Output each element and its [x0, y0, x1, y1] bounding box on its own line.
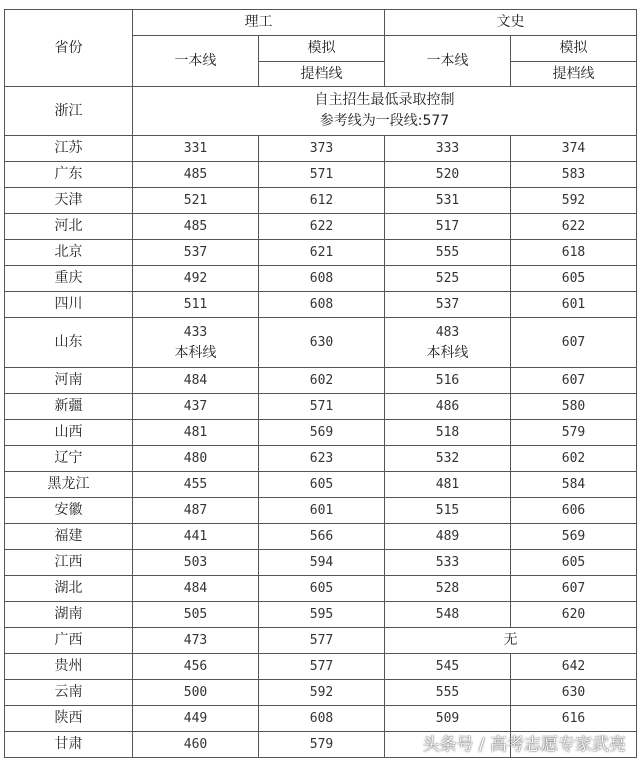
- science-sim-line-cell: 621: [259, 240, 385, 266]
- science-sim-line-cell: 571: [259, 394, 385, 420]
- science-first-line-cell: 449: [133, 706, 259, 732]
- table-row: [5, 162, 637, 188]
- arts-sim-line-cell: 607: [511, 318, 637, 368]
- science-sim-line-cell: 622: [259, 214, 385, 240]
- arts-first-line-cell: 537: [385, 292, 511, 318]
- science-sim-line-cell: 608: [259, 706, 385, 732]
- table-row: [5, 654, 637, 680]
- province-cell: 山西: [5, 420, 133, 446]
- science-first-line-cell: 484: [133, 368, 259, 394]
- science-first-line-note: 本科线: [174, 344, 217, 361]
- arts-sim-header-line1: 模拟: [511, 36, 637, 62]
- province-cell: 湖北: [5, 576, 133, 602]
- arts-first-line-cell: 531: [385, 188, 511, 214]
- zhejiang-note-line1: 自主招生最低录取控制: [314, 92, 455, 108]
- science-first-line-cell: 484: [133, 576, 259, 602]
- province-cell: 安徽: [5, 498, 133, 524]
- science-sim-line-cell: 630: [259, 318, 385, 368]
- province-header: 省份: [5, 10, 133, 87]
- arts-sim-line-cell: 607: [511, 368, 637, 394]
- table-row: [5, 524, 637, 550]
- science-sim-line-cell: 577: [259, 628, 385, 654]
- science-first-line-cell: 455: [133, 472, 259, 498]
- table-row: [5, 498, 637, 524]
- arts-sim-line-cell: 622: [511, 214, 637, 240]
- science-sim-line-cell: 601: [259, 498, 385, 524]
- arts-sim-line-cell: 607: [511, 576, 637, 602]
- science-first-line-cell: 537: [133, 240, 259, 266]
- header-row-1: [5, 10, 637, 36]
- science-first-line-cell: 485: [133, 162, 259, 188]
- arts-sim-line-cell: 569: [511, 524, 637, 550]
- arts-sim-line-cell: 602: [511, 446, 637, 472]
- science-sim-line-cell: 595: [259, 602, 385, 628]
- science-sim-header-line2: 提档线: [259, 62, 385, 87]
- arts-none-cell: 无: [385, 628, 637, 654]
- province-cell: 广西: [5, 628, 133, 654]
- science-first-line-cell: 511: [133, 292, 259, 318]
- science-sim-line-cell: 612: [259, 188, 385, 214]
- zhejiang-note-line2: 参考线为一段线:577: [319, 113, 450, 129]
- arts-first-line-cell: 517: [385, 214, 511, 240]
- science-first-line-cell: [133, 318, 259, 368]
- arts-sim-line-cell: 601: [511, 292, 637, 318]
- science-sim-line-cell: 577: [259, 654, 385, 680]
- province-cell: 陕西: [5, 706, 133, 732]
- arts-sim-line-cell: 606: [511, 498, 637, 524]
- science-sim-line-cell: 579: [259, 732, 385, 758]
- science-first-line-cell: 487: [133, 498, 259, 524]
- arts-first-line-cell: 486: [385, 394, 511, 420]
- province-cell: 山东: [5, 318, 133, 368]
- arts-first-line-cell: 545: [385, 654, 511, 680]
- score-table: [4, 9, 637, 758]
- science-first-line-cell: 437: [133, 394, 259, 420]
- science-first-line-cell: 480: [133, 446, 259, 472]
- science-sim-line-cell: 594: [259, 550, 385, 576]
- science-sim-line-cell: 623: [259, 446, 385, 472]
- science-sim-line-cell: 608: [259, 266, 385, 292]
- arts-sim-line-cell: 583: [511, 162, 637, 188]
- arts-sim-line-cell: 605: [511, 550, 637, 576]
- province-cell: 黑龙江: [5, 472, 133, 498]
- table-row: [5, 188, 637, 214]
- science-first-line-cell: 505: [133, 602, 259, 628]
- table-row: [5, 602, 637, 628]
- province-cell: 福建: [5, 524, 133, 550]
- arts-first-line-cell: 528: [385, 576, 511, 602]
- province-cell: 河南: [5, 368, 133, 394]
- arts-sim-line-cell: 605: [511, 266, 637, 292]
- science-sim-line-cell: 602: [259, 368, 385, 394]
- arts-first-line-header: 一本线: [385, 36, 511, 87]
- science-sim-header-line1: 模拟: [259, 36, 385, 62]
- science-first-line-cell: 503: [133, 550, 259, 576]
- table-row: [5, 240, 637, 266]
- arts-first-line-cell: 481: [385, 472, 511, 498]
- table-row: [5, 420, 637, 446]
- arts-sim-header-line2: 提档线: [511, 62, 637, 87]
- table-row: [5, 706, 637, 732]
- science-first-line-header: 一本线: [133, 36, 259, 87]
- science-sim-line-cell: 608: [259, 292, 385, 318]
- province-cell: 云南: [5, 680, 133, 706]
- shandong-row: [5, 318, 637, 368]
- province-cell: 甘肃: [5, 732, 133, 758]
- arts-sim-line-cell: 584: [511, 472, 637, 498]
- arts-sim-line-cell: 616: [511, 706, 637, 732]
- science-first-line-cell: 456: [133, 654, 259, 680]
- arts-first-line-cell: 489: [385, 524, 511, 550]
- table-row: [5, 576, 637, 602]
- arts-sim-line-cell: 642: [511, 654, 637, 680]
- arts-sim-line-cell: 374: [511, 136, 637, 162]
- arts-first-line-cell: 333: [385, 136, 511, 162]
- table-row: [5, 550, 637, 576]
- arts-first-line-cell: 555: [385, 680, 511, 706]
- science-first-line-cell: 481: [133, 420, 259, 446]
- science-first-line-cell: 441: [133, 524, 259, 550]
- province-cell: 江苏: [5, 136, 133, 162]
- arts-first-line-cell: 509: [385, 706, 511, 732]
- arts-header: 文史: [385, 10, 637, 36]
- science-first-line-cell: 492: [133, 266, 259, 292]
- science-sim-line-cell: 566: [259, 524, 385, 550]
- science-sim-line-cell: 592: [259, 680, 385, 706]
- science-header: 理工: [133, 10, 385, 36]
- table-row: [5, 292, 637, 318]
- arts-first-line-cell: 515: [385, 498, 511, 524]
- province-cell: 广东: [5, 162, 133, 188]
- arts-sim-line-cell: 630: [511, 680, 637, 706]
- science-sim-line-cell: 571: [259, 162, 385, 188]
- province-cell: 浙江: [5, 87, 133, 136]
- arts-sim-line-cell: 618: [511, 240, 637, 266]
- arts-first-line-value: 483: [435, 324, 460, 340]
- table-row: [5, 680, 637, 706]
- table-row: [5, 266, 637, 292]
- arts-first-line-cell: 555: [385, 240, 511, 266]
- table-row: [5, 214, 637, 240]
- table-row: [5, 394, 637, 420]
- watermark: 头条号 / 高考志愿专家武亮: [422, 735, 626, 755]
- zhejiang-note: [133, 87, 637, 136]
- science-first-line-cell: 485: [133, 214, 259, 240]
- arts-first-line-cell: 518: [385, 420, 511, 446]
- arts-sim-line-cell: 620: [511, 602, 637, 628]
- arts-first-line-note: 本科线: [426, 344, 469, 361]
- province-cell: 北京: [5, 240, 133, 266]
- province-cell: 四川: [5, 292, 133, 318]
- arts-first-line-cell: 525: [385, 266, 511, 292]
- arts-first-line-cell: 532: [385, 446, 511, 472]
- province-cell: 河北: [5, 214, 133, 240]
- zhejiang-row: [5, 87, 637, 136]
- science-sim-line-cell: 373: [259, 136, 385, 162]
- arts-first-line-cell: 516: [385, 368, 511, 394]
- science-first-line-cell: 521: [133, 188, 259, 214]
- science-first-line-cell: 473: [133, 628, 259, 654]
- arts-first-line-cell: 533: [385, 550, 511, 576]
- table-row: [5, 446, 637, 472]
- science-first-line-value: 433: [183, 324, 208, 340]
- science-sim-line-cell: 569: [259, 420, 385, 446]
- province-cell: 江西: [5, 550, 133, 576]
- arts-sim-line-cell: 580: [511, 394, 637, 420]
- arts-sim-line-cell: 579: [511, 420, 637, 446]
- province-cell: 新疆: [5, 394, 133, 420]
- arts-first-line-cell: 548: [385, 602, 511, 628]
- science-sim-line-cell: 605: [259, 576, 385, 602]
- province-cell: 辽宁: [5, 446, 133, 472]
- science-first-line-cell: 331: [133, 136, 259, 162]
- province-cell: 湖南: [5, 602, 133, 628]
- arts-sim-line-cell: 592: [511, 188, 637, 214]
- arts-first-line-cell: 520: [385, 162, 511, 188]
- guangxi-row: [5, 628, 637, 654]
- table-row: [5, 368, 637, 394]
- table-row: [5, 472, 637, 498]
- table-row: [5, 136, 637, 162]
- province-cell: 天津: [5, 188, 133, 214]
- science-sim-line-cell: 605: [259, 472, 385, 498]
- science-first-line-cell: 500: [133, 680, 259, 706]
- province-cell: 重庆: [5, 266, 133, 292]
- science-first-line-cell: 460: [133, 732, 259, 758]
- arts-first-line-cell: [385, 318, 511, 368]
- score-table-body: [5, 10, 637, 758]
- province-cell: 贵州: [5, 654, 133, 680]
